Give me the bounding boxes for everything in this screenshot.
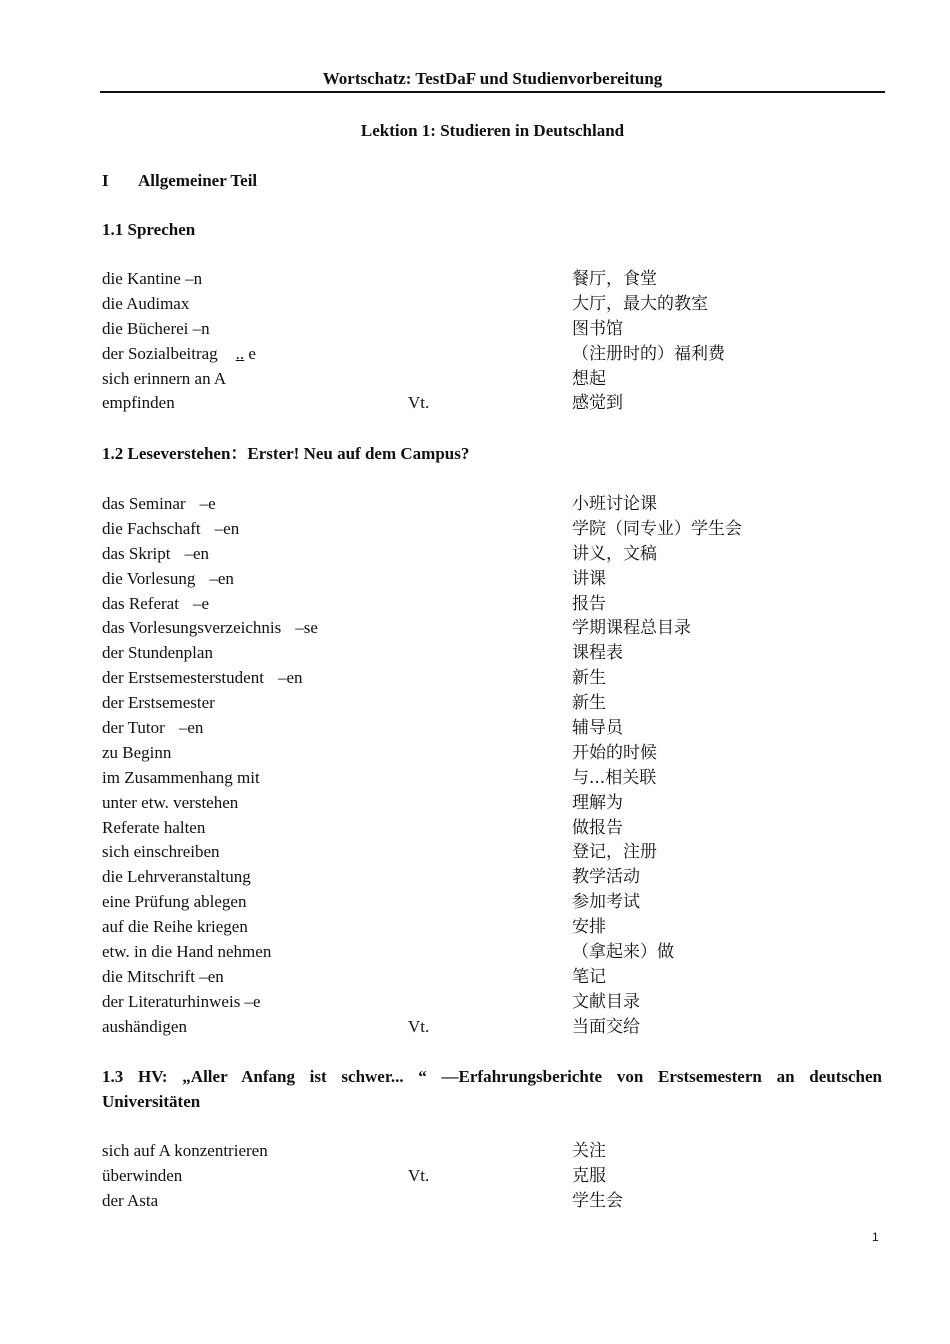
vocab-row: [102, 317, 882, 342]
plural-suffix: –en: [178, 718, 204, 738]
plural-suffix: –en: [209, 568, 234, 588]
german-term: die Bücherei –n: [102, 318, 210, 338]
plural-umlaut-marker: ..: [235, 343, 245, 363]
chinese-translation: 新生: [572, 693, 606, 714]
chinese-translation: 笔记: [572, 966, 606, 987]
german-term: [102, 542, 209, 567]
vocab-row: [102, 791, 882, 816]
grammar-tag: Vt.: [408, 1016, 430, 1036]
plural-suffix: –se: [295, 618, 318, 638]
german-term: unter etw. verstehen: [102, 792, 239, 812]
plural-suffix: e: [248, 343, 256, 363]
german-term: [102, 592, 209, 617]
chinese-translation: 讲义，文稿: [572, 543, 657, 564]
vocab-row: [102, 1189, 882, 1214]
vocab-row: [102, 542, 882, 567]
vocab-row: [102, 741, 882, 766]
german-term: etw. in die Hand nehmen: [102, 942, 272, 962]
chinese-translation: 文献目录: [572, 991, 640, 1012]
plural-suffix: –en: [277, 668, 303, 688]
german-term: der Stundenplan: [102, 643, 213, 663]
german-term: [102, 616, 318, 641]
chinese-translation: 餐厅，食堂: [572, 269, 657, 289]
part-number: I: [102, 171, 109, 190]
german-term: überwinden: [102, 1165, 183, 1185]
chinese-translation: （拿起来）做: [572, 942, 674, 963]
vocab-row: [102, 616, 882, 641]
german-word: der Sozialbeitrag: [102, 343, 218, 363]
german-word: der Tutor: [102, 718, 165, 738]
vocab-row: [102, 517, 882, 542]
vocab-row: [102, 716, 882, 741]
german-term: Referate halten: [102, 817, 206, 837]
section-title-hoerverstehen: 1.3 HV: „Aller Anfang ist schwer... “ —Erfahrungsberichte von Erstsemestern an deutschen: [102, 1067, 882, 1086]
vocab-row: [102, 890, 882, 915]
german-word: das Vorlesungsverzeichnis: [102, 618, 282, 638]
lesson-title: Lektion 1: Studieren in Deutschland: [360, 121, 625, 140]
vocab-row: [102, 865, 882, 890]
chinese-translation: 登记，注册: [572, 842, 657, 863]
german-term: der Erstsemester: [102, 693, 215, 713]
vocab-row: [102, 1164, 882, 1189]
german-word: das Skript: [102, 543, 171, 563]
german-word: das Seminar: [102, 494, 186, 513]
chinese-translation: 安排: [572, 917, 606, 938]
german-term: sich einschreiben: [102, 842, 220, 862]
vocab-row: [102, 816, 882, 841]
chinese-translation: 参加考试: [572, 892, 640, 913]
german-term: sich erinnern an A: [102, 368, 227, 388]
chinese-translation: 感觉到: [572, 393, 623, 414]
section-title-leseverstehen: 1.2 Leseverstehen：Erster! Neu auf dem Campus?: [102, 444, 470, 463]
german-term: [102, 716, 203, 741]
german-term: die Kantine –n: [102, 269, 203, 288]
chinese-translation: 大厅，最大的教室: [572, 293, 708, 314]
vocab-row: [102, 766, 882, 791]
vocab-row: [102, 267, 882, 292]
vocab-row: [102, 990, 882, 1015]
german-term: zu Beginn: [102, 742, 172, 762]
vocab-row: [102, 492, 882, 517]
german-term: die Lehrveranstaltung: [102, 867, 251, 887]
vocab-list-hoerverstehen: [102, 1139, 882, 1214]
vocab-row: [102, 940, 882, 965]
vocab-row: [102, 840, 882, 865]
chinese-translation: 学院（同专业）学生会: [572, 518, 742, 539]
german-word: die Fachschaft: [102, 518, 201, 538]
german-term: [102, 342, 256, 367]
vocab-row: [102, 1139, 882, 1164]
vocab-list-leseverstehen: [102, 492, 882, 1040]
grammar-tag: Vt.: [408, 1165, 430, 1185]
chinese-translation: 小班讨论课: [572, 494, 657, 514]
header-divider: [100, 91, 885, 93]
chinese-translation: 新生: [572, 668, 606, 689]
vocab-row: [102, 666, 882, 691]
grammar-tag: Vt.: [408, 393, 430, 413]
german-term: die Mitschrift –en: [102, 966, 224, 986]
vocab-row: [102, 965, 882, 990]
section-title-sprechen: 1.1 Sprechen: [102, 220, 196, 239]
part-heading: [102, 170, 257, 192]
german-word: das Referat: [102, 593, 179, 613]
german-term: eine Prüfung ablegen: [102, 892, 247, 912]
vocab-row: [102, 292, 882, 317]
german-term: auf die Reihe kriegen: [102, 917, 248, 937]
chinese-translation: 教学活动: [572, 867, 640, 888]
chinese-translation: 辅导员: [572, 718, 623, 739]
vocab-row: [102, 691, 882, 716]
chinese-translation: 克服: [572, 1165, 606, 1186]
german-term: der Literaturhinweis –e: [102, 991, 261, 1011]
plural-suffix: –e: [199, 494, 216, 513]
chinese-translation: （注册时的）福利费: [572, 343, 725, 364]
vocab-row: [102, 367, 882, 392]
german-term: [102, 567, 234, 592]
german-word: die Vorlesung: [102, 568, 196, 588]
vocab-list-sprechen: [102, 267, 882, 416]
german-term: der Asta: [102, 1190, 159, 1210]
vocab-row: [102, 641, 882, 666]
chinese-translation: 开始的时候: [572, 742, 657, 763]
chinese-translation: 图书馆: [572, 318, 623, 339]
plural-suffix: –en: [184, 543, 210, 563]
chinese-translation: 与...相关联: [572, 767, 657, 788]
chinese-translation: 想起: [572, 368, 606, 389]
vocab-row: [102, 567, 882, 592]
german-term: [102, 517, 239, 542]
chinese-translation: 当面交给: [572, 1016, 640, 1037]
chinese-translation: 关注: [572, 1141, 606, 1161]
part-title: Allgemeiner Teil: [138, 171, 258, 190]
page-number: 1: [872, 1230, 879, 1244]
german-term: empfinden: [102, 393, 175, 413]
german-word: der Erstsemesterstudent: [102, 668, 264, 688]
chinese-translation: 课程表: [572, 643, 623, 664]
vocab-row: [102, 342, 882, 367]
chinese-translation: 理解为: [572, 792, 623, 813]
running-header-title: Wortschatz: TestDaF und Studienvorbereitung: [322, 69, 663, 88]
chinese-translation: 讲课: [572, 568, 606, 589]
german-term: aushändigen: [102, 1016, 187, 1036]
german-term: im Zusammenhang mit: [102, 767, 260, 787]
german-term: sich auf A konzentrieren: [102, 1141, 268, 1160]
german-term: die Audimax: [102, 293, 190, 313]
german-term: [102, 492, 216, 517]
chinese-translation: 做报告: [572, 817, 623, 838]
section-title-hoerverstehen-continued: Universitäten: [102, 1092, 201, 1111]
plural-suffix: –en: [214, 518, 240, 538]
chinese-translation: 学期课程总目录: [572, 618, 691, 639]
vocab-row: [102, 1015, 882, 1040]
chinese-translation: 学生会: [572, 1190, 623, 1211]
german-term: [102, 666, 302, 691]
vocab-row: [102, 391, 882, 416]
vocab-row: [102, 592, 882, 617]
chinese-translation: 报告: [572, 593, 606, 614]
plural-suffix: –e: [192, 593, 209, 613]
vocab-row: [102, 915, 882, 940]
